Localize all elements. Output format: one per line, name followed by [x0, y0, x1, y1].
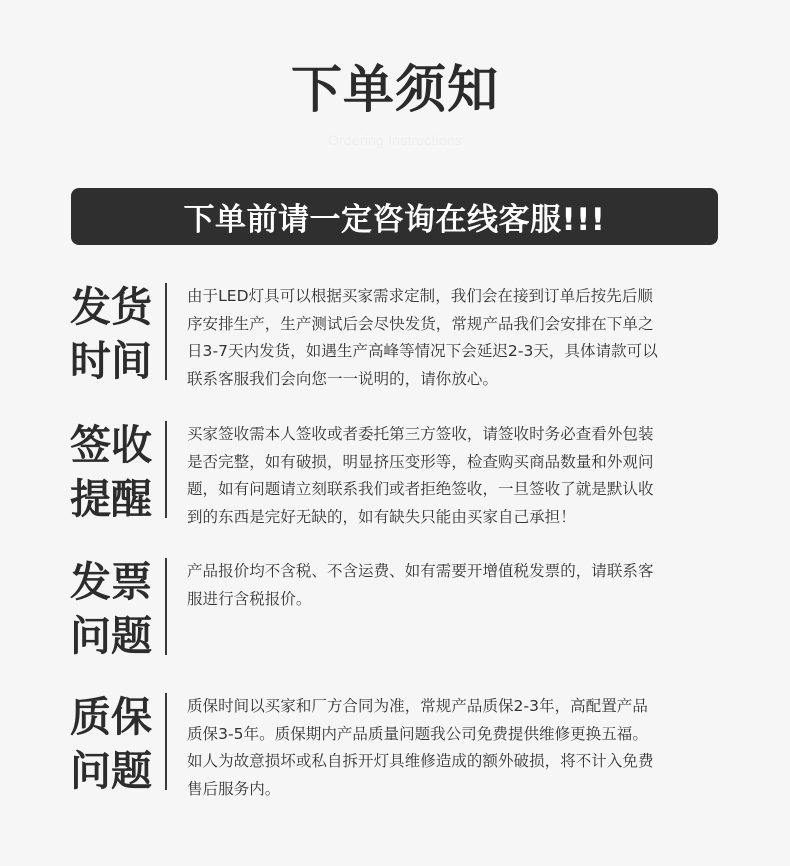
- page-title: 下单须知: [290, 61, 499, 120]
- consult-banner: 下单前请一定咨询在线客服!!!: [71, 188, 718, 245]
- section-heading-line: 质保: [70, 693, 152, 741]
- section-body-line: 题，如有问题请立刻联系我们或者拒绝签收，一旦签收了就是默认收: [187, 480, 654, 498]
- section-body-line: 质保时间以买家和厂方合同为准，常规产品质保2-3年，高配置产品: [187, 697, 648, 715]
- section-heading: [70, 555, 152, 663]
- section-divider: [165, 283, 167, 380]
- section-heading-line: 签收: [70, 421, 152, 469]
- section-body-line: 联系客服我们会向您一一说明的，请你放心。: [187, 369, 499, 388]
- section-body-line: 到的东西是完好无缺的，如有缺失只能由买家自己承担！: [187, 507, 576, 526]
- section-signing-reminder: [70, 418, 730, 528]
- section-body-line: 产品报价均不含税、不含运费、如有需要开增值税发票的，请联系客: [187, 562, 654, 580]
- section-divider: [165, 558, 167, 655]
- section-heading-line: 提醒: [70, 475, 152, 523]
- page-subtitle: Ordering Instructions: [327, 132, 463, 148]
- section-body: [187, 421, 727, 531]
- section-body-line: 由于LED灯具可以根据买家需求定制，我们会在接到订单后按先后顺: [187, 287, 653, 305]
- section-heading: [70, 280, 152, 388]
- section-body-line: 序安排生产，生产测试后会尽快发货，常规产品我们会安排在下单之: [187, 314, 654, 333]
- section-body-line: 质保3-5年。质保期内产品质量问题我公司免费提供维修更换五福。: [187, 724, 648, 743]
- section-body-line: 服进行含税报价。: [187, 589, 312, 608]
- section-warranty: [70, 690, 730, 800]
- section-divider: [165, 421, 167, 518]
- section-heading-line: 时间: [70, 337, 152, 385]
- section-body-line: 日3-7天内发货，如遇生产高峰等情况下会延迟2-3天，具体请款可以: [187, 342, 658, 360]
- section-heading-line: 问题: [70, 612, 152, 660]
- section-body: [187, 693, 727, 803]
- section-heading: [70, 418, 152, 526]
- section-body: [187, 283, 727, 393]
- section-heading-line: 发货: [70, 283, 152, 331]
- section-body-line: 买家签收需本人签收或者委托第三方签收，请签收时务必查看外包装: [187, 425, 654, 443]
- section-invoice: [70, 555, 730, 665]
- section-heading-line: 发票: [70, 558, 152, 606]
- section-shipping-time: [70, 280, 730, 390]
- section-divider: [165, 693, 167, 790]
- section-body-line: 是否完整，如有破损，明显挤压变形等，检查购买商品数量和外观问: [187, 452, 654, 471]
- section-body-line: 售后服务内。: [187, 779, 281, 798]
- section-heading: [70, 690, 152, 798]
- section-body: [187, 558, 727, 613]
- section-heading-line: 问题: [70, 747, 152, 795]
- section-body-line: 如人为故意损坏或私自拆开灯具维修造成的额外破损，将不计入免费: [187, 752, 654, 770]
